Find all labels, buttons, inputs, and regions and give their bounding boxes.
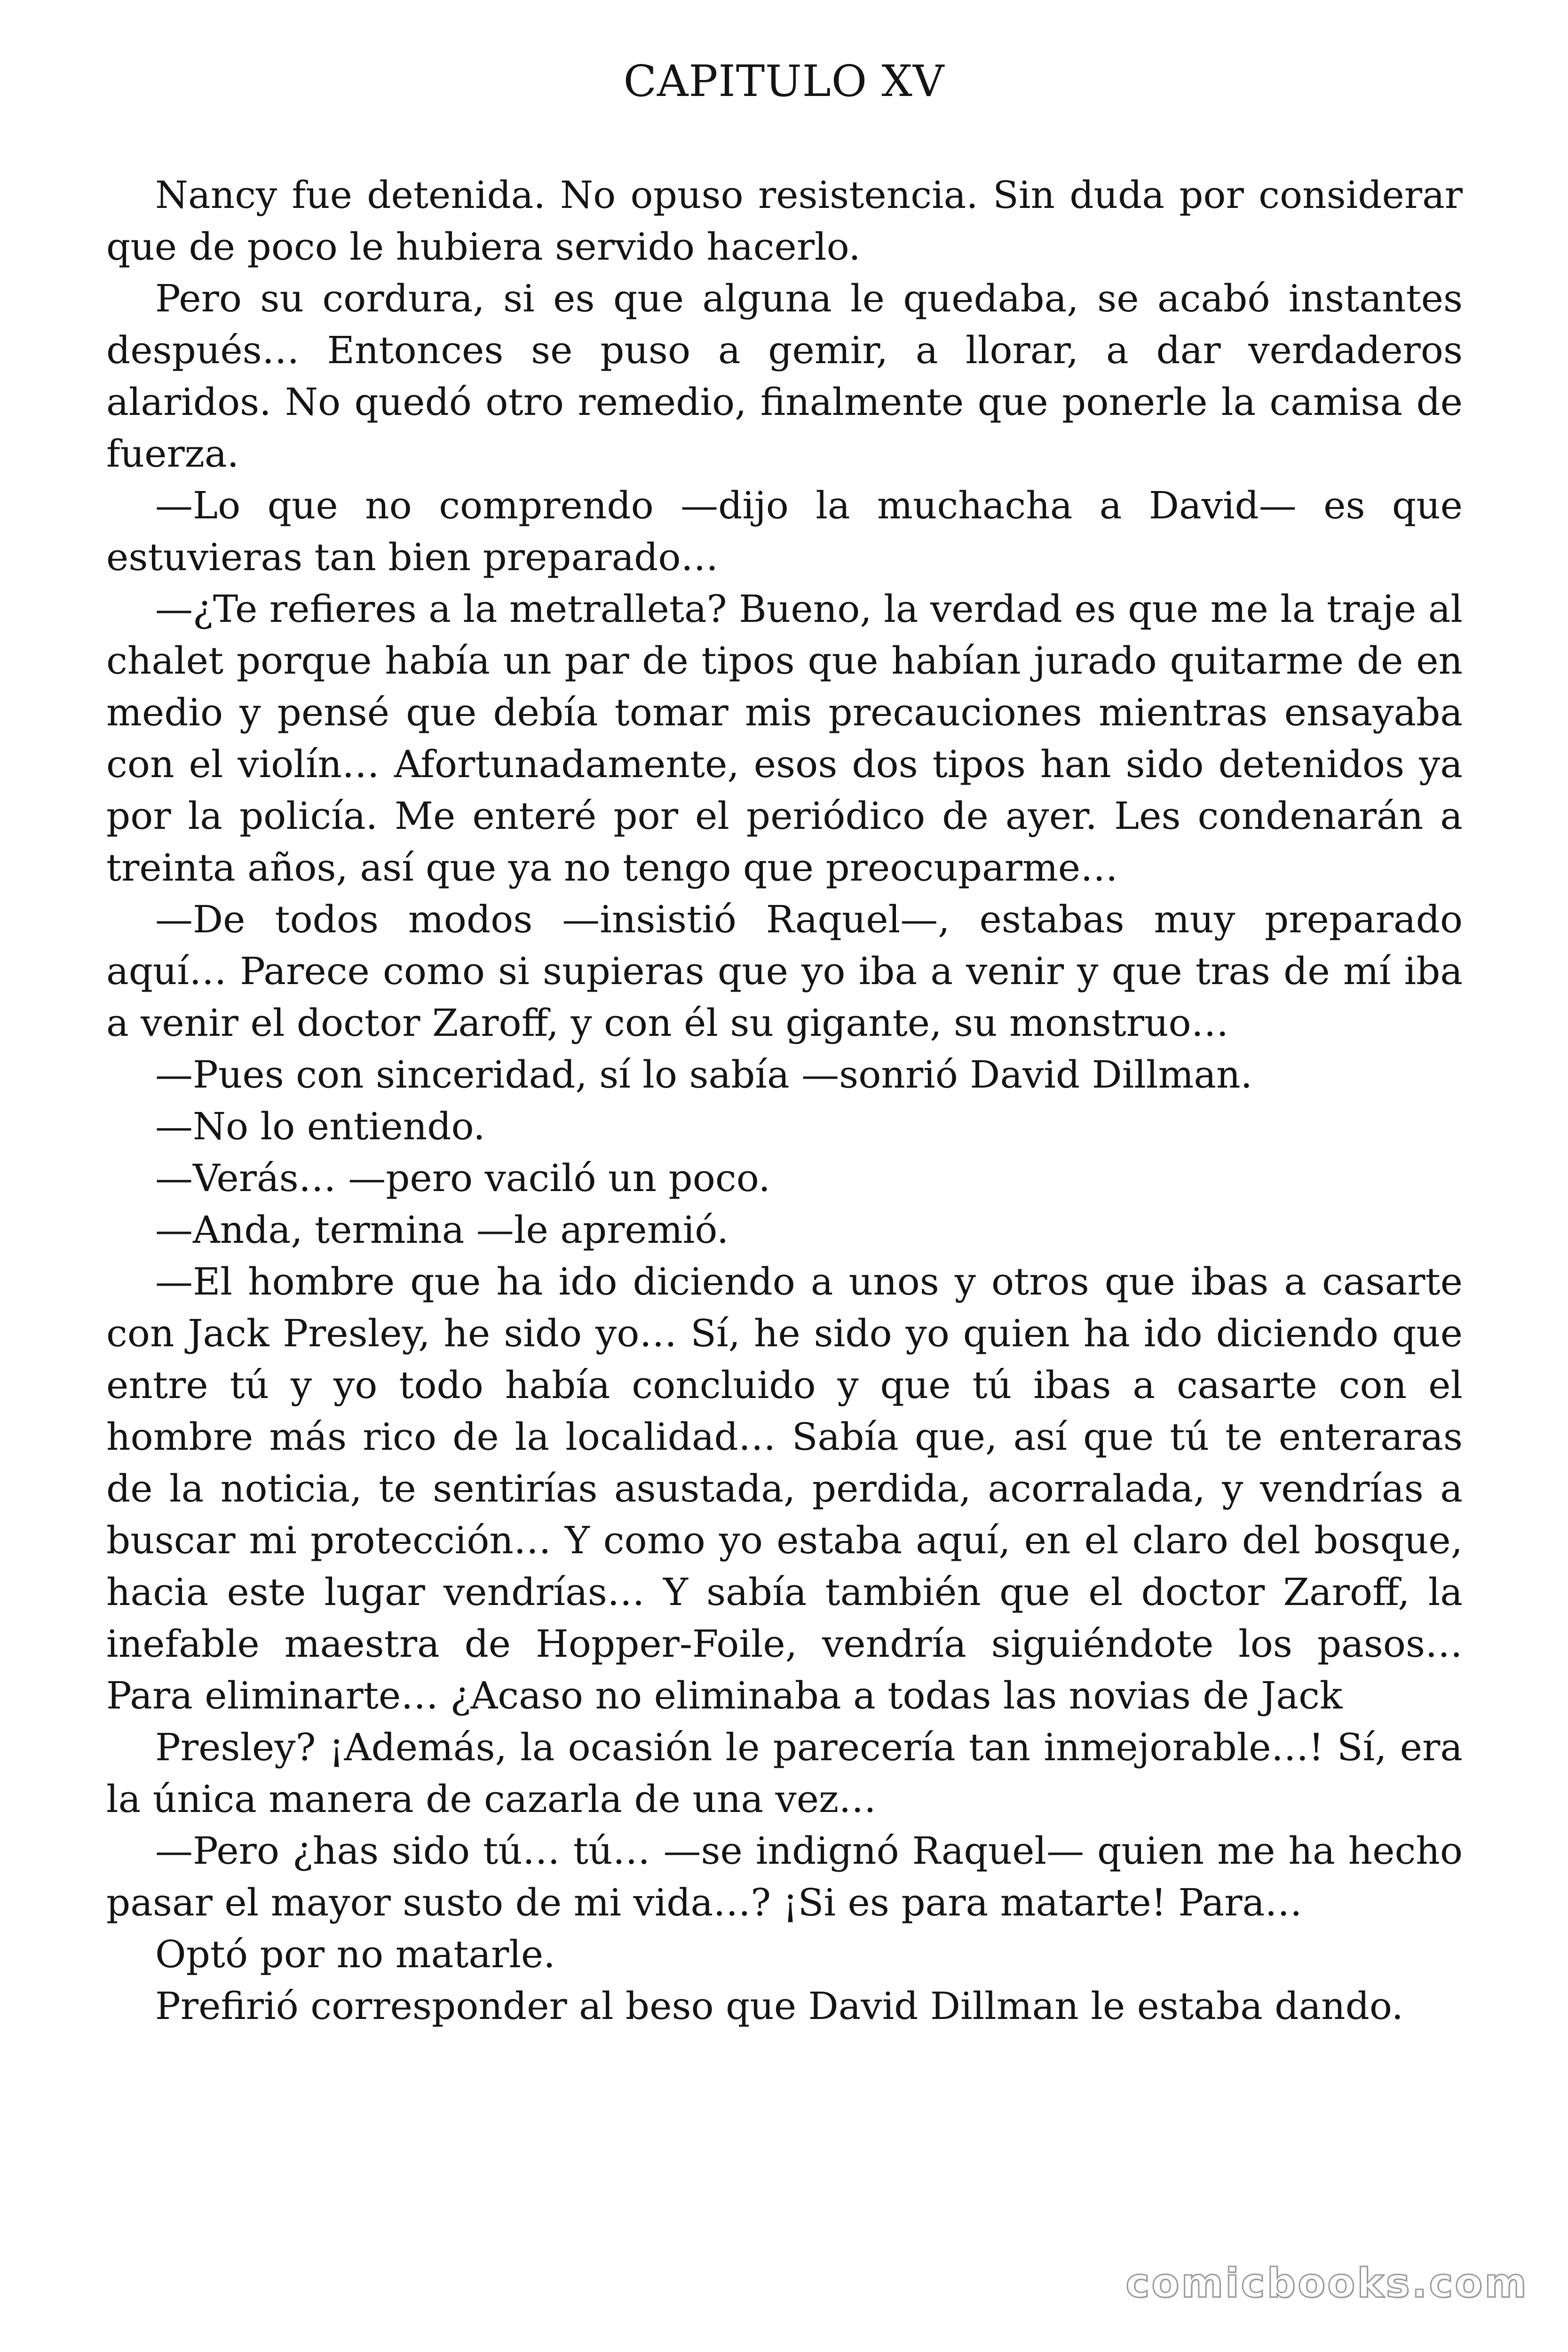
paragraph: —Pero ¿has sido tú… tú… —se indignó Raquel— quien me ha hecho pasar el mayor susto de mi vida…? ¡Si es para matarte! Para… <box>106 1829 1463 1924</box>
paragraph: Pero su cordura, si es que alguna le quedaba, se acabó instantes después… Entonces se puso a gemir, a llorar, a dar verdaderos alaridos. No quedó otro remedio, finalmente que ponerle la camisa de fuerza. <box>106 277 1463 476</box>
paragraph: —De todos modos —insistió Raquel—, estabas muy preparado aquí… Parece como si supieras que yo iba a venir y que tras de mí iba a venir el doctor Zaroff, y con él su gigante, su monstruo… <box>106 898 1463 1045</box>
paragraph: Optó por no matarle. <box>155 1932 555 1976</box>
paragraph: —Pues con sinceridad, sí lo sabía —sonrió David Dillman. <box>155 1053 1252 1097</box>
paragraph: —Verás… —pero vaciló un poco. <box>155 1156 770 1200</box>
paragraph: Presley? ¡Además, la ocasión le parecería tan inmejorable…! Sí, era la única manera de cazarla de una vez… <box>106 1725 1463 1821</box>
chapter-body <box>106 169 1463 2032</box>
watermark: comicbooks.com <box>1125 2260 1528 2307</box>
paragraph: —Lo que no comprendo —dijo la muchacha a David— es que estuvieras tan bien preparado… <box>106 484 1463 579</box>
paragraph: —No lo entiendo. <box>155 1104 485 1148</box>
paragraph: Nancy fue detenida. No opuso resistencia. Sin duda por considerar que de poco le hubiera servido hacerlo. <box>106 173 1463 269</box>
paragraph: Prefirió corresponder al beso que David Dillman le estaba dando. <box>155 1984 1404 2028</box>
paragraph: —Anda, termina —le apremió. <box>155 1208 729 1252</box>
chapter-title: CAPITULO XV <box>623 56 945 106</box>
paragraph: —¿Te refieres a la metralleta? Bueno, la verdad es que me la traje al chalet porque había un par de tipos que habían jurado quitarme de en medio y pensé que debía tomar mis precauciones mientras ensayaba con el violín… Afortunadamente, esos dos tipos han sido detenidos ya por la policía. Me enteré por el periódico de ayer. Les condenarán a treinta años, así que ya no tengo que preocuparme… <box>106 587 1463 890</box>
paragraph: —El hombre que ha ido diciendo a unos y otros que ibas a casarte con Jack Presley, he sido yo… Sí, he sido yo quien ha ido diciendo que entre tú y yo todo había concluido y que tú ibas a casarte con el hombre más rico de la localidad… Sabía que, así que tú te enteraras de la noticia, te sentirías asustada, perdida, acorralada, y vendrías a buscar mi protección… Y como yo estaba aquí, en el claro del bosque, hacia este lugar vendrías… Y sabía también que el doctor Zaroff, la inefable maestra de Hopper-Foile, vendría siguiéndote los pasos… Para eliminarte… ¿Acaso no eliminaba a todas las novias de Jack <box>106 1260 1463 1717</box>
